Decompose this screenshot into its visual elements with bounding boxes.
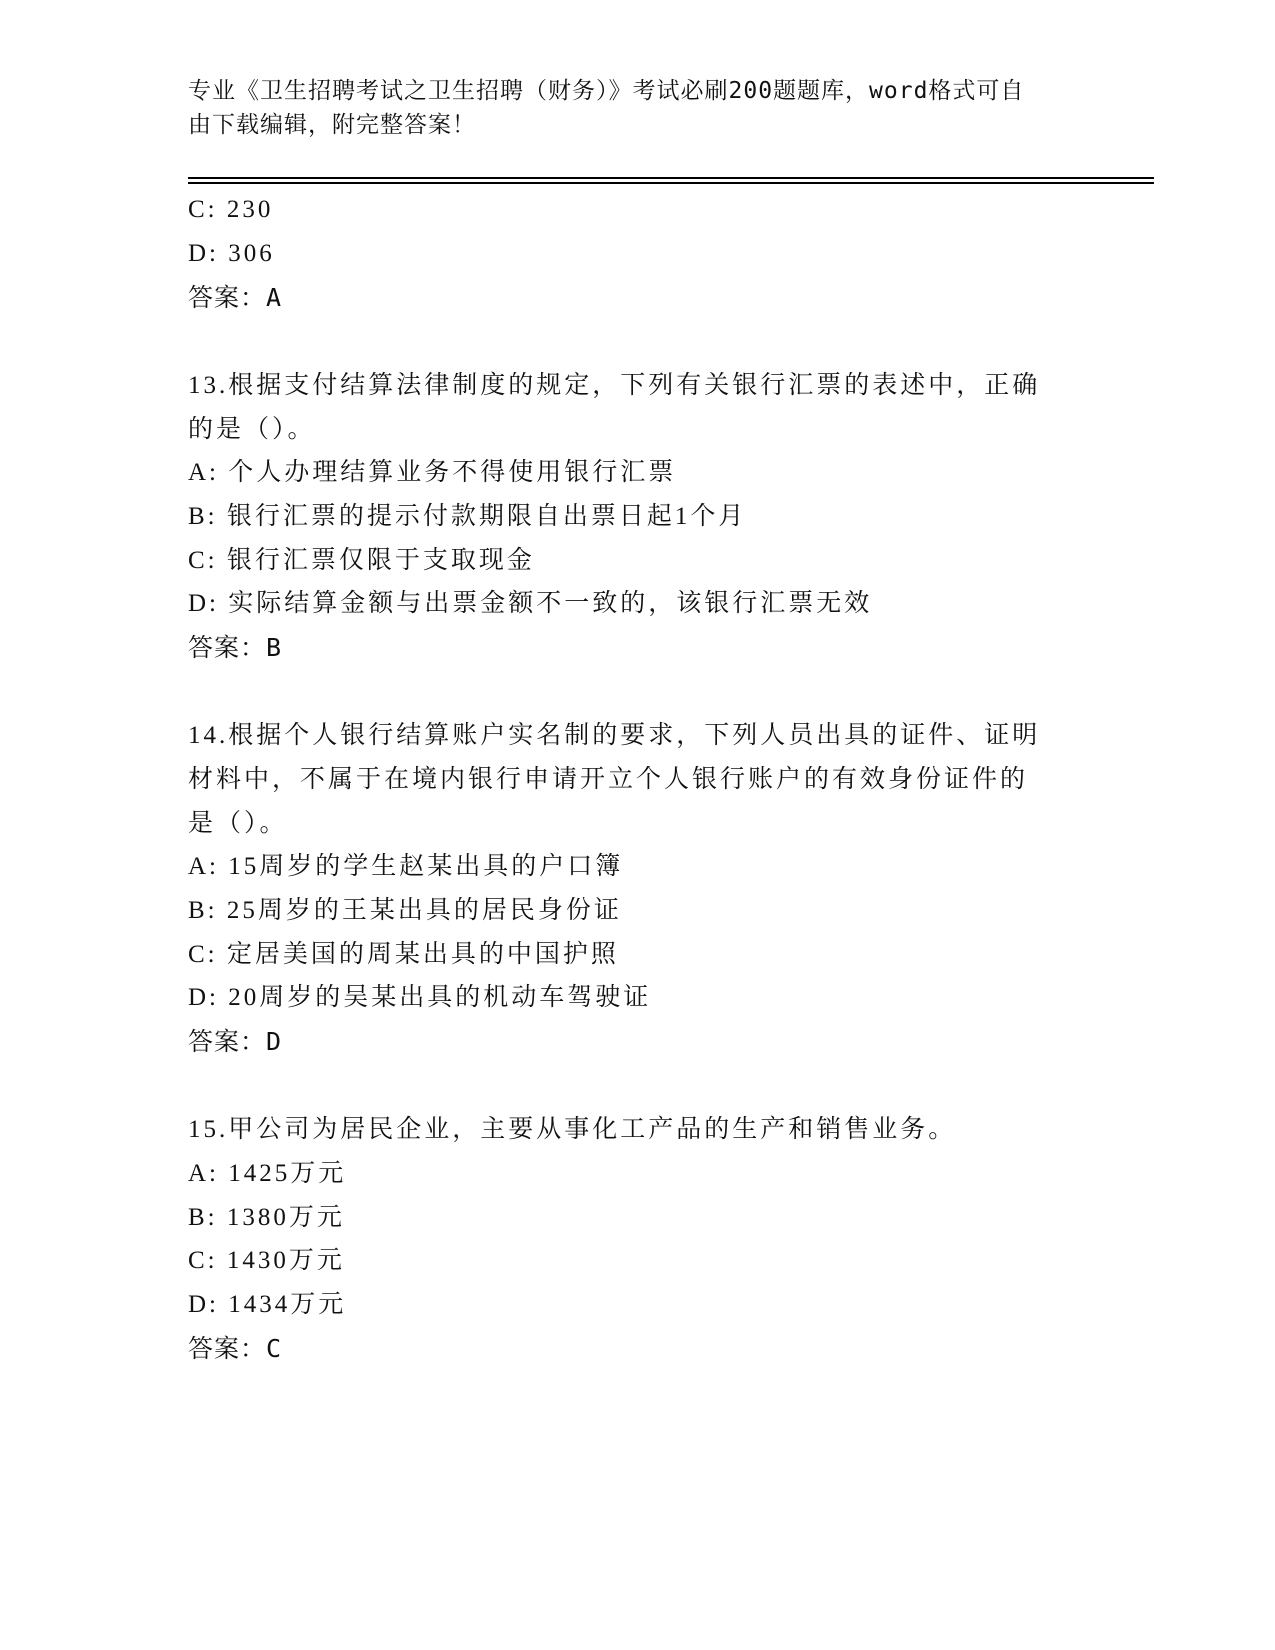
q15-stem-line-1: 15.甲公司为居民企业，主要从事化工产品的生产和销售业务。 (188, 1116, 957, 1143)
q14-option-b: B: 25周岁的王某出具的居民身份证 (188, 897, 622, 924)
q12-answer: 答案：A (188, 283, 283, 312)
header-divider-top (188, 177, 1154, 179)
q15-option-d: D: 1434万元 (188, 1291, 347, 1318)
q13-option-c: C: 银行汇票仅限于支取现金 (188, 547, 535, 574)
q14-stem-line-2: 材料中，不属于在境内银行申请开立个人银行账户的有效身份证件的 (188, 766, 1029, 793)
q13-option-a: A: 个人办理结算业务不得使用银行汇票 (188, 459, 677, 486)
q13-answer: 答案：B (188, 633, 283, 662)
q13-stem-line-1: 13.根据支付结算法律制度的规定，下列有关银行汇票的表述中，正确 (188, 372, 1041, 399)
header-line-2: 由下载编辑，附完整答案！ (188, 112, 476, 138)
q13-stem-line-2: 的是（）。 (188, 416, 316, 443)
q14-stem-line-3: 是（）。 (188, 810, 288, 837)
q14-option-a: A: 15周岁的学生赵某出具的户口簿 (188, 853, 624, 880)
q14-option-c: C: 定居美国的周某出具的中国护照 (188, 941, 619, 968)
q15-option-c: C: 1430万元 (188, 1247, 345, 1274)
q13-option-d: D: 实际结算金额与出票金额不一致的，该银行汇票无效 (188, 590, 873, 617)
q15-option-b: B: 1380万元 (188, 1204, 345, 1231)
q12-option-c: C: 230 (188, 196, 274, 223)
q13-option-b: B: 银行汇票的提示付款期限自出票日起1个月 (188, 503, 747, 530)
q15-option-a: A: 1425万元 (188, 1160, 347, 1187)
q14-stem-line-1: 14.根据个人银行结算账户实名制的要求，下列人员出具的证件、证明 (188, 722, 1041, 749)
q14-option-d: D: 20周岁的吴某出具的机动车驾驶证 (188, 984, 652, 1011)
q14-answer: 答案：D (188, 1027, 283, 1056)
header-divider-bottom (188, 182, 1154, 184)
q15-answer: 答案：C (188, 1334, 283, 1363)
document-header (188, 74, 1088, 142)
q12-option-d: D: 306 (188, 240, 275, 267)
header-line-1: 专业《卫生招聘考试之卫生招聘（财务）》考试必刷200题题库，word格式可自 (188, 78, 1025, 104)
